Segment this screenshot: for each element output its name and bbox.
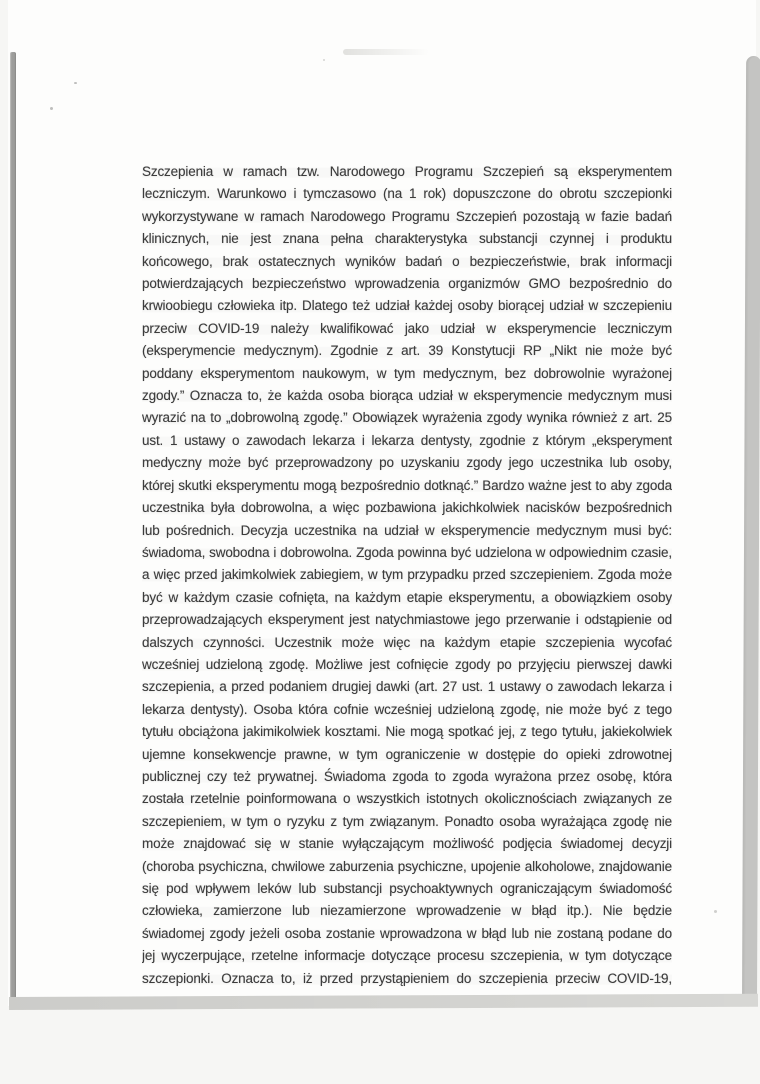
dust-speck [74,82,77,84]
text-line: jej wyczerpujące, rzetelne informacje dotyczące procesu szczepienia, w tym dotyczące [142,945,672,967]
text-line: lekarza dentysty). Osoba która cofnie wcześniej udzieloną zgodę, nie może być z tego [142,699,672,721]
page-right-edge [742,56,760,1004]
scan-smudge [343,49,429,55]
dust-speck [714,910,717,913]
text-line: być w każdym czasie cofnięta, na każdym etapie eksperymentu, a obowiązkiem osoby [142,587,672,609]
text-line: wykorzystywane w ramach Narodowego Programu Szczepień pozostają w fazie badań [142,206,672,228]
text-line: szczepienia, a przed podaniem drugiej dawki (art. 27 ust. 1 ustawy o zawodach lekarza i [142,676,672,698]
text-line: przeprowadzających eksperyment jest natychmiastowe jego przerwanie i odstąpienie od [142,609,672,631]
text-line: krwioobiegu człowieka itp. Dlatego też udział każdej osoby biorącej udział w szczepieniu [142,295,672,317]
text-line: której skutki eksperymentu mogą bezpośrednio dotknąć.” Bardzo ważne jest to aby zgoda [142,475,672,497]
text-line: lub pośrednich. Decyzja uczestnika na udział w eksperymencie medycznym musi być: [142,520,672,542]
text-line: człowieka, zamierzone lub niezamierzone wprowadzenie w błąd itp.). Nie będzie [142,900,672,922]
text-line: końcowego, brak ostatecznych wyników badań o bezpieczeństwie, brak informacji [142,251,672,273]
text-line: ust. 1 ustawy o zawodach lekarza i lekarza dentysty, zgodnie z którym „eksperyment [142,430,672,452]
text-line: przeciw COVID-19 należy kwalifikować jako udział w eksperymencie leczniczym [142,318,672,340]
text-line: dalszych czynności. Uczestnik może więc na każdym etapie szczepienia wycofać [142,632,672,654]
page-left-edge [10,52,16,1002]
text-line: a więc przed jakimkolwiek zabiegiem, w tym przypadku przed szczepieniem. Zgoda może [142,564,672,586]
text-line: wcześniej udzieloną zgodę. Możliwe jest cofnięcie zgody po przyjęciu pierwszej dawki [142,654,672,676]
text-line: potwierdzających bezpieczeństwo wprowadzenia organizmów GMO bezpośrednio do [142,273,672,295]
text-line: tytułu obciążona jakimikolwiek kosztami. Nie mogą spotkać jej, z tego tytułu, jakiekolwiek [142,721,672,743]
text-line: (eksperymencie medycznym). Zgodnie z art. 39 Konstytucji RP „Nikt nie może być [142,340,672,362]
text-line: (choroba psychiczna, chwilowe zaburzenia psychiczne, upojenie alkoholowe, znajdowanie [142,856,672,878]
text-line: zgody.” Oznacza to, że każda osoba biorąca udział w eksperymencie medycznym musi [142,385,672,407]
text-line: została rzetelnie poinformowana o wszystkich istotnych okolicznościach związanych ze [142,788,672,810]
document-text [142,161,672,990]
text-line: leczniczym. Warunkowo i tymczasowo (na 1 rok) dopuszczone do obrotu szczepionki [142,183,672,205]
page-bottom-edge [9,994,758,1010]
dust-speck [323,59,325,61]
text-line: poddany eksperymentom naukowym, w tym medycznym, bez dobrowolnie wyrażonej [142,363,672,385]
text-line: Szczepienia w ramach tzw. Narodowego Programu Szczepień są eksperymentem [142,161,672,183]
text-line: ujemne konsekwencje prawne, w tym ograniczenie w dostępie do opieki zdrowotnej [142,744,672,766]
text-line: może znajdować się w stanie wyłączającym możliwość podjęcia świadomej decyzji [142,833,672,855]
text-line: świadomej zgody jeżeli osoba zostanie wprowadzona w błąd lub nie zostaną podane do [142,923,672,945]
text-line: klinicznych, nie jest znana pełna charakterystyka substancji czynnej i produktu [142,228,672,250]
dust-speck [50,107,53,110]
text-line: uczestnika była dobrowolna, a więc pozbawiona jakichkolwiek nacisków bezpośrednich [142,497,672,519]
text-line: świadoma, swobodna i dobrowolna. Zgoda powinna być udzielona w odpowiednim czasie, [142,542,672,564]
text-line: publicznej czy też prywatnej. Świadoma zgoda to zgoda wyrażona przez osobę, która [142,766,672,788]
text-line: wyrazić na to „dobrowolną zgodę.” Obowiązek wyrażenia zgody wynika również z art. 25 [142,407,672,429]
text-line: szczepionki. Oznacza to, iż przed przystąpieniem do szczepienia przeciw COVID-19, [142,968,672,990]
text-line: szczepieniem, w tym o ryzyku z tym związanym. Ponadto osoba wyrażająca zgodę nie [142,811,672,833]
text-line: medyczny może być przeprowadzony po uzyskaniu zgody jego uczestnika lub osoby, [142,452,672,474]
text-line: się pod wpływem leków lub substancji psychoaktywnych ograniczającym świadomość [142,878,672,900]
